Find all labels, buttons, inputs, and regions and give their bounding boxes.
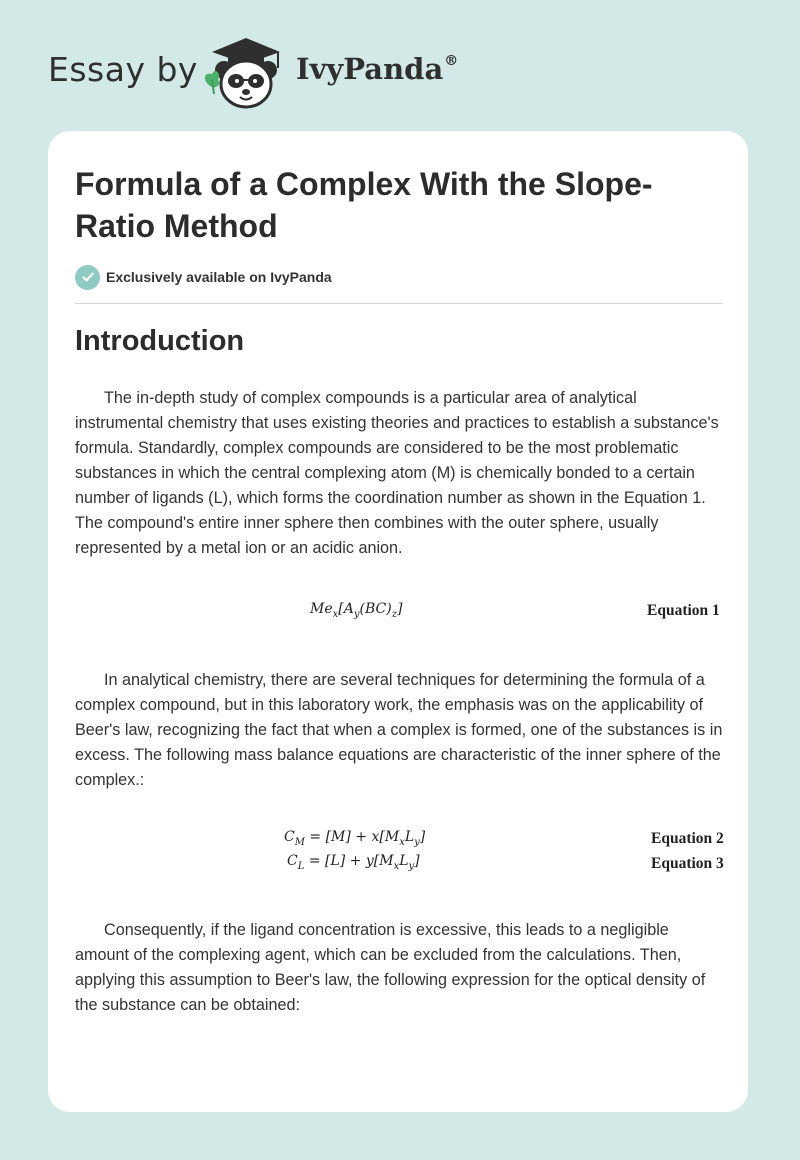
equation-2-formula: $C_M = [M] + x[M_xL_y]$ [284, 829, 426, 848]
equation-1-label: Equation 1 [647, 602, 720, 619]
essay-by-text: Essay by [48, 50, 198, 89]
article-card [48, 131, 748, 1112]
brand-name-text: IvyPanda [296, 52, 444, 86]
section-heading: Introduction [75, 325, 245, 357]
paragraph-3: Consequently, if the ligand concentration is excessive, this leads to a negligible amount of the complexing agent, which can be excluded from the calculations. Then, applying this assumption to Beer's law, the following expression for the optical density of the substance can be obtained: [75, 921, 706, 1014]
exclusive-badge [75, 264, 332, 290]
panda-logo-icon[interactable] [200, 34, 292, 110]
equation-2-label: Equation 2 [651, 830, 724, 847]
site-header [0, 0, 800, 120]
paragraph-1: The in-depth study of complex compounds is a particular area of analytical instrumental chemistry that uses existing theories and practices to establish a substance's formula. Standardly, complex compounds are considered to be the most problematic substances in which the central complexing atom (M) is chemically bonded to a certain number of ligands (L), which forms the coordination number as shown in the Equation 1. The compound's entire inner sphere then combines with the outer sphere, usually represented by a metal ion or an acidic anion. [75, 389, 719, 557]
exclusive-label: Exclusively available on IvyPanda [106, 269, 332, 285]
divider [75, 303, 723, 304]
equation-1-formula: $Me_x[A_y(BC)_z]$ [310, 601, 403, 620]
page-title: Formula of a Complex With the Slope-Ratio Method [75, 166, 653, 244]
equation-3-formula: $C_L = [L] + y[M_xL_y]$ [287, 853, 420, 872]
brand-name[interactable] [296, 52, 458, 86]
equation-3-label: Equation 3 [651, 855, 724, 872]
paragraph-2: In analytical chemistry, there are several techniques for determining the formula of a complex compound, but in this laboratory work, the emphasis was on the applicability of Beer's law, recognizing the fact that when a complex is formed, one of the substances is in excess. The following mass balance equations are characteristic of the inner sphere of the complex.: [75, 671, 723, 789]
registered-mark: ® [444, 53, 459, 69]
check-icon [75, 265, 100, 290]
